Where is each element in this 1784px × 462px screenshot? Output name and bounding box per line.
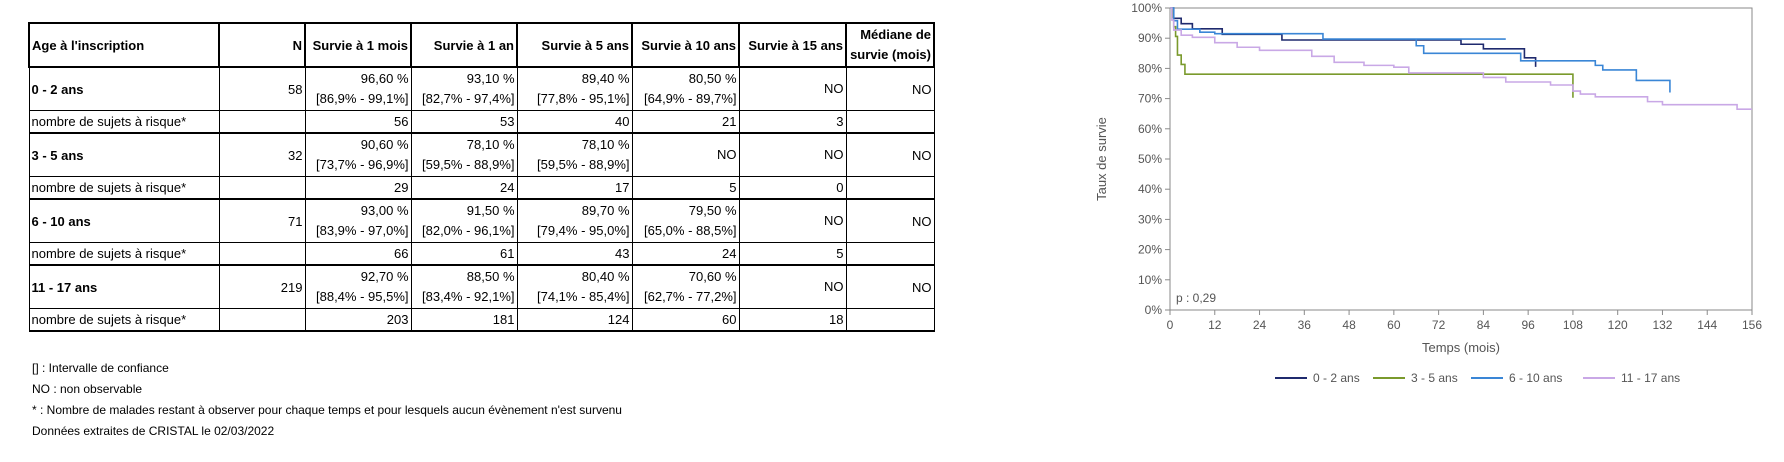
empty-cell — [846, 309, 934, 332]
at-risk-count: 40 — [517, 111, 632, 134]
confidence-interval: [82,7% - 97,4%] — [422, 91, 515, 106]
at-risk-count: 43 — [517, 243, 632, 266]
header-age: Age à l'inscription — [29, 23, 219, 67]
confidence-interval: [59,5% - 88,9%] — [537, 157, 630, 172]
at-risk-count: 181 — [411, 309, 517, 332]
confidence-interval: [82,0% - 96,1%] — [422, 223, 515, 238]
at-risk-count: 24 — [411, 177, 517, 200]
legend-entry: 3 - 5 ans — [1411, 371, 1458, 385]
confidence-interval: [64,9% - 89,7%] — [644, 91, 737, 106]
survival-cell — [739, 199, 846, 243]
legend-entry: 6 - 10 ans — [1509, 371, 1563, 385]
at-risk-count: 66 — [305, 243, 411, 266]
y-tick-label: 90% — [1137, 31, 1162, 46]
empty-cell — [846, 111, 934, 134]
at-risk-label: nombre de sujets à risque* — [29, 243, 219, 266]
survival-cell — [411, 133, 517, 177]
survival-cell — [739, 67, 846, 111]
group-n: 71 — [219, 199, 305, 243]
survival-cell — [739, 265, 846, 309]
series-line — [1170, 8, 1752, 109]
at-risk-count: 3 — [739, 111, 846, 134]
y-tick-label: 70% — [1137, 91, 1162, 106]
table-row — [29, 199, 934, 243]
confidence-interval: [83,4% - 92,1%] — [422, 289, 515, 304]
survival-cell — [739, 133, 846, 177]
at-risk-count: 53 — [411, 111, 517, 134]
x-tick-label: 12 — [1208, 318, 1222, 332]
survival-value: NO — [824, 213, 844, 228]
at-risk-count: 17 — [517, 177, 632, 200]
table-row — [29, 67, 934, 111]
confidence-interval: [88,4% - 95,5%] — [316, 289, 409, 304]
empty-cell — [846, 177, 934, 200]
confidence-interval: [62,7% - 77,2%] — [644, 289, 737, 304]
series-line — [1170, 8, 1536, 67]
survival-table — [28, 22, 935, 332]
survival-value: 89,70 % — [581, 203, 630, 218]
footnotes — [32, 358, 622, 442]
note-source: Données extraites de CRISTAL le 02/03/2022 — [32, 424, 275, 438]
at-risk-row — [29, 243, 934, 266]
header-survival-15y: Survie à 15 ans — [739, 23, 846, 67]
survival-value: 93,00 % — [360, 203, 409, 218]
survival-cell — [305, 199, 411, 243]
table-row — [29, 133, 934, 177]
table-header-row — [29, 23, 934, 67]
x-tick-label: 60 — [1387, 318, 1401, 332]
y-tick-label: 100% — [1131, 1, 1162, 15]
y-tick-label: 60% — [1137, 121, 1162, 136]
median-survival: NO — [846, 67, 934, 111]
at-risk-row — [29, 177, 934, 200]
survival-cell — [517, 199, 632, 243]
group-n: 58 — [219, 67, 305, 111]
confidence-interval: [65,0% - 88,5%] — [644, 223, 737, 238]
y-tick-label: 0% — [1144, 303, 1162, 317]
survival-value: 96,60 % — [360, 71, 409, 86]
survival-cell — [411, 265, 517, 309]
survival-value: 93,10 % — [466, 71, 515, 86]
note-no: NO : non observable — [32, 382, 143, 396]
y-tick-label: 80% — [1137, 61, 1162, 76]
at-risk-count: 203 — [305, 309, 411, 332]
survival-cell — [305, 265, 411, 309]
survival-cell — [411, 199, 517, 243]
x-tick-label: 48 — [1342, 318, 1356, 332]
at-risk-label: nombre de sujets à risque* — [29, 177, 219, 200]
x-axis-label: Temps (mois) — [1421, 340, 1501, 355]
x-tick-label: 96 — [1521, 318, 1535, 332]
header-survival-1y: Survie à 1 an — [411, 23, 517, 67]
survival-value: 91,50 % — [466, 203, 515, 218]
group-label: 3 - 5 ans — [29, 133, 219, 177]
x-tick-label: 72 — [1431, 318, 1446, 332]
survival-value: 70,60 % — [688, 269, 737, 284]
y-tick-label: 10% — [1137, 272, 1162, 287]
survival-cell — [632, 199, 739, 243]
at-risk-count: 60 — [632, 309, 739, 332]
median-survival: NO — [846, 133, 934, 177]
y-tick-label: 40% — [1137, 182, 1162, 197]
x-tick-label: 144 — [1697, 318, 1718, 332]
survival-cell — [517, 133, 632, 177]
survival-value: 80,40 % — [581, 269, 630, 284]
p-value-annotation: p : 0,29 — [1176, 291, 1217, 305]
header-n: N — [219, 23, 305, 67]
x-tick-label: 24 — [1252, 318, 1267, 332]
series-line — [1170, 8, 1670, 93]
survival-value: NO — [824, 147, 844, 162]
empty-cell — [219, 243, 305, 266]
y-tick-label: 20% — [1137, 242, 1162, 257]
survival-cell — [632, 67, 739, 111]
confidence-interval: [77,8% - 95,1%] — [537, 91, 630, 106]
empty-cell — [846, 243, 934, 266]
survival-cell — [411, 67, 517, 111]
header-survival-10y: Survie à 10 ans — [632, 23, 739, 67]
note-risk: * : Nombre de malades restant à observer pour chaque temps et pour lesquels aucun évènement n'est survenu — [32, 403, 622, 417]
at-risk-row — [29, 111, 934, 134]
confidence-interval: [79,4% - 95,0%] — [537, 223, 630, 238]
empty-cell — [219, 309, 305, 332]
survival-value: 78,10 % — [581, 137, 630, 152]
survival-cell — [305, 133, 411, 177]
survival-cell — [305, 67, 411, 111]
header-survival-5y: Survie à 5 ans — [517, 23, 632, 67]
x-tick-label: 156 — [1741, 318, 1763, 332]
confidence-interval: [59,5% - 88,9%] — [422, 157, 515, 172]
survival-value: 90,60 % — [360, 137, 409, 152]
at-risk-count: 5 — [739, 243, 846, 266]
table-row — [29, 265, 934, 309]
group-label: 11 - 17 ans — [29, 265, 219, 309]
x-tick-label: 84 — [1476, 318, 1491, 332]
y-axis-label: Taux de survie — [1094, 117, 1109, 201]
empty-cell — [219, 177, 305, 200]
confidence-interval: [83,9% - 97,0%] — [316, 223, 409, 238]
median-survival: NO — [846, 199, 934, 243]
x-tick-label: 108 — [1562, 318, 1583, 332]
survival-value: 79,50 % — [688, 203, 737, 218]
empty-cell — [219, 111, 305, 134]
group-label: 0 - 2 ans — [29, 67, 219, 111]
y-tick-label: 50% — [1137, 152, 1162, 166]
survival-cell — [632, 265, 739, 309]
survival-value: NO — [717, 147, 737, 162]
survival-cell — [517, 265, 632, 309]
survival-chart — [1080, 0, 1784, 400]
at-risk-label: nombre de sujets à risque* — [29, 111, 219, 134]
survival-cell — [632, 133, 739, 177]
at-risk-count: 56 — [305, 111, 411, 134]
legend-entry: 11 - 17 ans — [1621, 371, 1681, 385]
x-tick-label: 0 — [1166, 318, 1174, 332]
x-tick-label: 132 — [1652, 318, 1673, 332]
survival-value: NO — [824, 279, 844, 294]
group-n: 32 — [219, 133, 305, 177]
at-risk-count: 29 — [305, 177, 411, 200]
header-median: Médiane de survie (mois) — [846, 23, 934, 67]
at-risk-count: 24 — [632, 243, 739, 266]
confidence-interval: [74,1% - 85,4%] — [537, 289, 630, 304]
x-tick-label: 36 — [1297, 318, 1311, 332]
group-label: 6 - 10 ans — [29, 199, 219, 243]
survival-cell — [517, 67, 632, 111]
note-ci: [] : Intervalle de confiance — [32, 361, 169, 375]
confidence-interval: [73,7% - 96,9%] — [316, 157, 409, 172]
survival-value: 88,50 % — [466, 269, 515, 284]
survival-value: 92,70 % — [360, 269, 409, 284]
group-n: 219 — [219, 265, 305, 309]
confidence-interval: [86,9% - 99,1%] — [316, 91, 409, 106]
at-risk-count: 0 — [739, 177, 846, 200]
x-tick-label: 120 — [1607, 318, 1628, 332]
table-body — [29, 67, 934, 331]
header-survival-1m: Survie à 1 mois — [305, 23, 411, 67]
at-risk-label: nombre de sujets à risque* — [29, 309, 219, 332]
median-survival: NO — [846, 265, 934, 309]
at-risk-count: 61 — [411, 243, 517, 266]
at-risk-count: 124 — [517, 309, 632, 332]
at-risk-count: 18 — [739, 309, 846, 332]
at-risk-count: 5 — [632, 177, 739, 200]
at-risk-row — [29, 309, 934, 332]
survival-value: NO — [824, 81, 844, 96]
survival-value: 89,40 % — [581, 71, 630, 86]
survival-value: 78,10 % — [466, 137, 515, 152]
at-risk-count: 21 — [632, 111, 739, 134]
survival-value: 80,50 % — [688, 71, 737, 86]
legend-entry: 0 - 2 ans — [1313, 371, 1360, 385]
y-tick-label: 30% — [1137, 212, 1162, 227]
